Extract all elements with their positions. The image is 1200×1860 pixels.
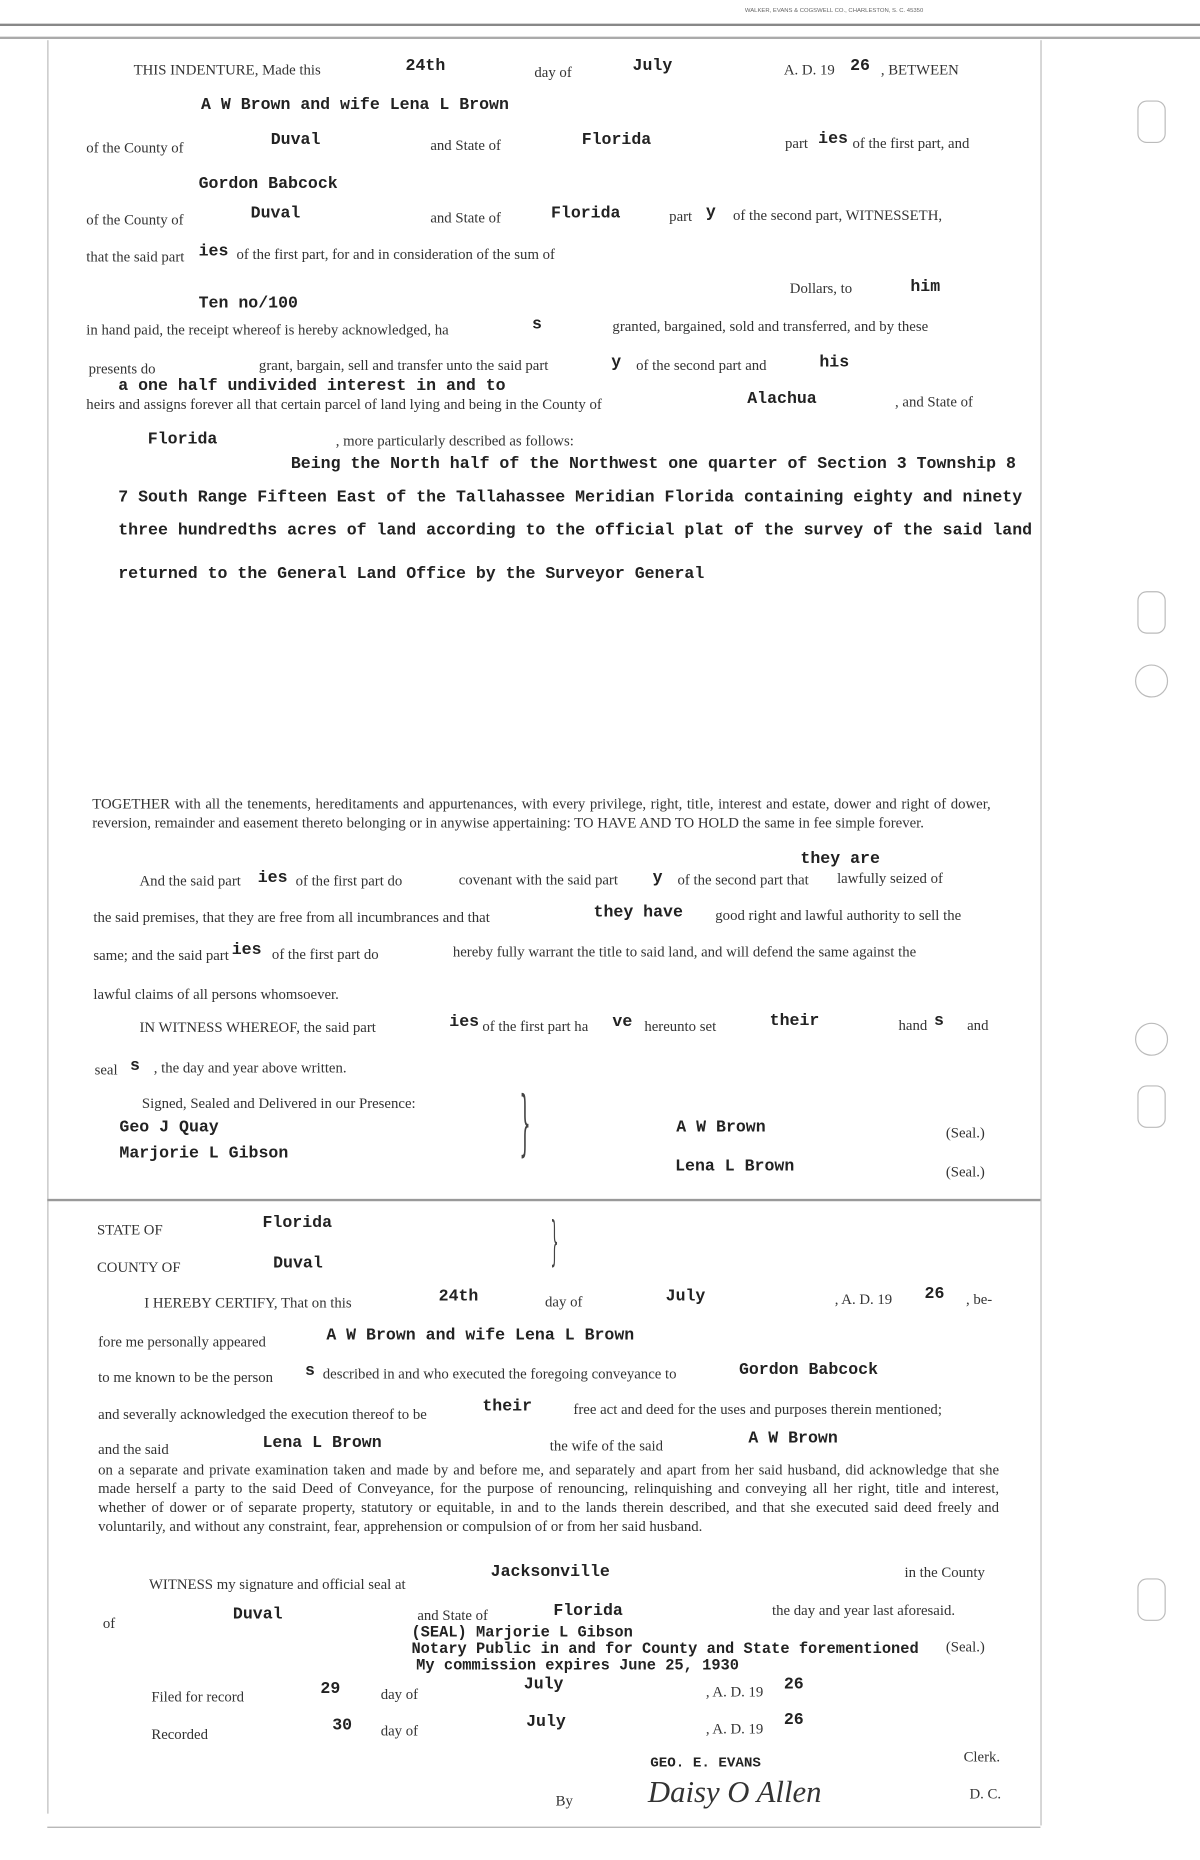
label: and: [967, 1016, 989, 1034]
label: Recorded: [151, 1726, 208, 1743]
notary-name: (SEAL) Marjorie L Gibson: [411, 1623, 633, 1642]
label: free act and deed for the uses and purposes therein mentioned;: [573, 1401, 942, 1418]
grantor-signature: Lena L Brown: [675, 1157, 795, 1177]
grantor-signature: A W Brown: [676, 1118, 766, 1138]
label: that the said part: [86, 248, 185, 265]
typed-day: 30: [332, 1716, 353, 1736]
witness-name: Marjorie L Gibson: [119, 1144, 289, 1164]
typed-ies: ies: [231, 941, 262, 961]
clerk-name: GEO. E. EVANS: [650, 1754, 761, 1772]
section-divider: [47, 1199, 1040, 1201]
top-rule: [0, 24, 1200, 26]
label: the day and year last aforesaid.: [772, 1602, 956, 1619]
label: By: [555, 1792, 573, 1809]
typed-city: Jacksonville: [490, 1563, 610, 1582]
typed-year: 26: [783, 1710, 804, 1730]
typed-grantors: A W Brown and wife Lena L Brown: [200, 95, 509, 115]
typed-state: Florida: [553, 1602, 623, 1621]
legal-description-line: Being the North half of the Northwest one quarter of Section 3 Township 8: [290, 455, 1016, 475]
label: and severally acknowledged the execution thereof to be: [98, 1405, 427, 1423]
label: IN WITNESS WHEREOF, the said part: [139, 1019, 376, 1036]
label: to me known to be the person: [98, 1369, 273, 1386]
label: of the second part that: [677, 871, 809, 888]
label: (Seal.): [945, 1638, 985, 1656]
label: the wife of the said: [549, 1437, 664, 1455]
label: lawful claims of all persons whomsoever.: [93, 986, 339, 1003]
label: D. C.: [969, 1785, 1002, 1802]
brace: }: [519, 1081, 531, 1165]
label: of the first part do: [295, 872, 403, 890]
label: , A. D. 19: [705, 1683, 764, 1701]
printer-imprint: WALKER, EVANS & COGSWELL CO., CHARLESTON, S. C. 45350: [744, 7, 924, 15]
label: , be-: [965, 1291, 993, 1308]
label: Clerk.: [963, 1748, 1001, 1766]
notary-title: Notary Public in and for County and State forementioned: [411, 1639, 919, 1658]
label: good right and lawful authority to sell the: [715, 906, 962, 924]
typed-county: Alachua: [747, 390, 817, 410]
label: Signed, Sealed and Delivered in our Presence:: [141, 1094, 416, 1112]
typed-county: Duval: [273, 1254, 323, 1274]
label: day of: [534, 63, 572, 81]
label: of the first part, and: [852, 134, 970, 152]
binder-hole: [1137, 591, 1165, 634]
label: of the second part, WITNESSETH,: [733, 206, 943, 224]
label: and State of: [430, 137, 501, 154]
label: , A. D. 19: [705, 1720, 764, 1737]
typed-state: Florida: [550, 204, 621, 224]
typed-grantee: Gordon Babcock: [738, 1360, 879, 1380]
label: granted, bargained, sold and transferred, and by these: [612, 318, 929, 335]
typed-month: July: [632, 56, 673, 76]
notary-commission: My commission expires June 25, 1930: [416, 1656, 739, 1675]
label: of: [102, 1615, 116, 1632]
label: STATE OF: [96, 1221, 163, 1238]
label: (Seal.): [945, 1124, 985, 1141]
label: lawfully seized of: [837, 870, 943, 887]
binder-hole: [1137, 100, 1165, 143]
typed-their: their: [769, 1012, 820, 1031]
typed-month: July: [523, 1675, 564, 1695]
typed-ve: ve: [612, 1013, 633, 1033]
label: And the said part: [139, 872, 241, 890]
typed-him: him: [910, 277, 941, 297]
label: day of: [380, 1722, 419, 1740]
label: and State of: [430, 209, 501, 226]
label: Filed for record: [151, 1688, 245, 1705]
typed-state: Florida: [147, 430, 218, 450]
typed-s: s: [532, 315, 542, 335]
typed-state: Florida: [262, 1214, 333, 1234]
typed-interest: a one half undivided interest in and to: [118, 377, 506, 397]
typed-wife: Lena L Brown: [262, 1434, 382, 1454]
label: covenant with the said part: [458, 871, 618, 888]
label: part: [669, 208, 693, 225]
typed-y: y: [611, 353, 622, 373]
label: day of: [545, 1293, 583, 1310]
typed-y: y: [705, 203, 716, 223]
typed-s: s: [305, 1362, 315, 1381]
label: seal: [94, 1061, 118, 1079]
legal-description-line: 7 South Range Fifteen East of the Tallahassee Meridian Florida containing eighty and ninety: [118, 488, 1023, 508]
binder-hole: [1137, 1578, 1165, 1621]
label: THIS INDENTURE, Made this: [133, 61, 321, 79]
together-clause: TOGETHER with all the tenements, hereditaments and appurtenances, with every privilege, right, title, interest and estate, dower and right of dower, reversion, remainder and easement thereto belonging or in anywise appertaining: TO HAVE AND TO HOLD the same in fee simple forever.: [92, 795, 991, 832]
label: described in and who executed the foregoing conveyance to: [322, 1365, 677, 1383]
typed-year: 26: [783, 1675, 804, 1695]
label: , BETWEEN: [880, 61, 959, 79]
label: grant, bargain, sell and transfer unto the said part: [258, 357, 549, 374]
typed-his: his: [819, 353, 850, 373]
left-margin-line: [47, 40, 48, 1813]
label: Dollars, to: [789, 280, 853, 297]
typed-state: Florida: [581, 131, 652, 151]
top-rule-2: [0, 37, 1200, 39]
typed-ies: ies: [198, 242, 229, 262]
label: of the County of: [86, 211, 184, 229]
label: , A. D. 19: [834, 1291, 893, 1308]
legal-description-line: three hundredths acres of land according to the official plat of the survey of the said land: [118, 521, 1033, 541]
binder-hole: [1135, 664, 1168, 697]
label: hereunto set: [644, 1017, 717, 1035]
brace: }: [550, 1211, 559, 1273]
bottom-rule: [47, 1827, 1040, 1828]
typed-county: Duval: [232, 1605, 283, 1625]
label: and State of: [417, 1606, 488, 1624]
label: part: [785, 134, 809, 152]
label: COUNTY OF: [96, 1259, 181, 1276]
right-margin-line: [1040, 40, 1041, 1825]
typed-day: 24th: [405, 56, 446, 76]
label: of the first part, for and in consideration of the sum of: [236, 245, 555, 263]
label: of the first part do: [271, 945, 379, 963]
label: , the day and year above written.: [153, 1059, 347, 1076]
label: fore me personally appeared: [98, 1333, 266, 1351]
typed-day: 29: [320, 1680, 341, 1699]
label: day of: [380, 1685, 419, 1703]
typed-year: 26: [850, 56, 870, 76]
label: presents do: [88, 360, 156, 378]
binder-hole: [1135, 1023, 1168, 1056]
typed-they-are: they are: [800, 850, 880, 869]
label: WITNESS my signature and official seal at: [148, 1576, 406, 1593]
legal-description-line: returned to the General Land Office by the Surveyor General: [118, 565, 705, 585]
label: , and State of: [895, 393, 973, 411]
typed-month: July: [665, 1287, 706, 1307]
label: (Seal.): [945, 1163, 985, 1180]
typed-grantee: Gordon Babcock: [198, 174, 338, 194]
typed-their: their: [482, 1397, 533, 1417]
typed-ies: ies: [257, 868, 288, 888]
deputy-clerk-signature: Daisy O Allen: [647, 1774, 822, 1809]
separate-examination-clause: on a separate and private examination taken and made by and before me, and separately and apart from her said husband, did acknowledge that she made herself a party to the said Deed of Conveyance, for the purpose of renouncing, relinquishing and conveying all her right, title and interest, whether of dower or of separate property, statutory or equitable, in and to the lands therein described, and that she executed said deed freely and voluntarily, and without any constraint, fear, apprehension or compulsion of or from her said husband.: [98, 1461, 1000, 1535]
label: and the said: [98, 1441, 169, 1458]
label: hereby fully warrant the title to said land, and will defend the same against the: [452, 943, 917, 961]
label: , more particularly described as follows:: [335, 432, 574, 450]
label: the said premises, that they are free from all incumbrances and that: [93, 909, 490, 926]
typed-they-have: they have: [593, 903, 683, 923]
typed-ies: ies: [818, 130, 848, 149]
label: A. D. 19: [783, 61, 835, 79]
typed-day: 24th: [438, 1287, 479, 1307]
label: in the County: [904, 1564, 985, 1581]
typed-ies: ies: [449, 1013, 480, 1033]
typed-appeared: A W Brown and wife Lena L Brown: [326, 1326, 635, 1346]
typed-sum: Ten no/100: [198, 294, 298, 314]
typed-y: y: [652, 868, 663, 888]
typed-husband: A W Brown: [748, 1429, 838, 1449]
typed-month: July: [526, 1713, 566, 1733]
label: in hand paid, the receipt whereof is hereby acknowledged, ha: [86, 321, 449, 339]
label: I HEREBY CERTIFY, That on this: [144, 1294, 352, 1312]
label: hand: [898, 1016, 928, 1034]
label: heirs and assigns forever all that certain parcel of land lying and being in the County of: [86, 396, 602, 413]
typed-s: s: [934, 1012, 944, 1031]
typed-county: Duval: [250, 204, 301, 224]
label: same; and the said part: [93, 947, 229, 964]
typed-county: Duval: [270, 131, 321, 151]
label: of the County of: [86, 139, 184, 157]
witness-name: Geo J Quay: [119, 1118, 219, 1138]
typed-s: s: [130, 1056, 140, 1076]
typed-year: 26: [924, 1285, 945, 1305]
label: of the second part and: [636, 357, 767, 374]
label: of the first part ha: [482, 1017, 589, 1035]
binder-hole: [1137, 1085, 1165, 1128]
